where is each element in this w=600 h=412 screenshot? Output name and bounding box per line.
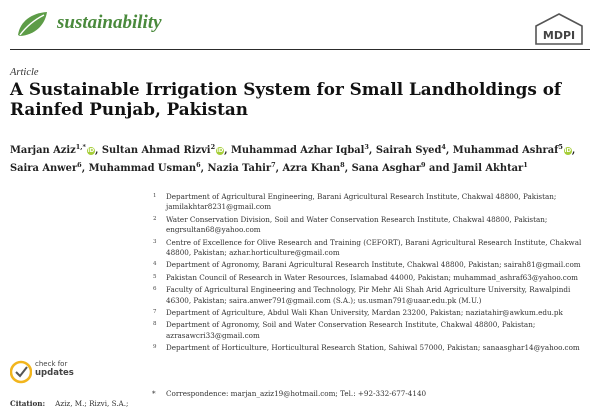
affiliation-number: 3	[153, 238, 157, 245]
author-affiliation-marker: 1	[523, 161, 528, 169]
author-name[interactable]: Sairah Syed$^4$	[375, 143, 446, 156]
affiliation-number: 2	[153, 215, 157, 222]
author-name[interactable]: Muhammad Usman$^6$	[88, 161, 201, 174]
publisher-name: MDPI	[542, 29, 576, 42]
affiliation-item	[152, 285, 592, 306]
author-name[interactable]: Azra Khan$^8$	[282, 161, 345, 174]
correspondence	[152, 389, 592, 399]
affiliation-text: Water Conservation Division, Soil and Water Conservation Research Institute, Chakwal 48800, Pakistan; engrsultan68@yahoo.com	[166, 214, 548, 235]
author-name[interactable]: Marjan Aziz$^{1,*}$ iD	[10, 143, 95, 156]
affiliation-number: 4	[153, 261, 157, 268]
author-affiliation-marker: 6	[77, 161, 82, 169]
affiliation-item	[152, 238, 592, 259]
leaf-icon	[14, 9, 50, 39]
affiliation-number: 8	[153, 321, 157, 328]
correspondence-marker: *	[152, 389, 156, 398]
author-affiliation-marker: 3	[364, 143, 369, 151]
affiliation-text: Faculty of Agricultural Engineering and Technology, Pir Mehr Ali Shah Arid Agriculture University, Rawalpindi 46300, Pakistan; saira.anwer791@gmail.com (S.A.); us.usman791@uaar.edu.pk (M.U.)	[166, 285, 571, 305]
author-name[interactable]: Sana Asghar$^9$	[351, 161, 426, 174]
author-name[interactable]: Muhammad Azhar Iqbal$^3$	[230, 143, 369, 156]
affiliation-number: 7	[153, 309, 157, 316]
correspondence-text: Correspondence: marjan_aziz19@hotmail.com; Tel.: +92-332-677-4140	[166, 389, 427, 398]
affiliation-item	[152, 343, 592, 353]
author-affiliation-marker: 1,*	[75, 143, 86, 151]
check-for-updates-badge[interactable]	[10, 358, 74, 388]
author-affiliation-marker: 2	[210, 143, 216, 151]
author-affiliation-marker: 9	[421, 161, 426, 169]
author-name[interactable]: Sultan Ahmad Rizvi$^2$ iD	[101, 143, 224, 156]
affiliation-item	[152, 273, 592, 283]
affiliation-list	[152, 192, 592, 356]
affiliation-item	[152, 215, 592, 236]
check-for-updates-text: check for updates	[35, 360, 74, 378]
author-affiliation-marker: 5	[558, 143, 563, 151]
citation-label: Citation:	[10, 399, 46, 408]
article-type: Article	[10, 67, 39, 78]
affiliation-text: Department of Agricultural Engineering, Barani Agricultural Research Institute, Chakwal 48800, Pakistan; jamilakhtar8231@gmail.com	[166, 192, 557, 212]
affiliation-text: Centre of Excellence for Olive Research and Training (CEFORT), Barani Agricultural Research Institute, Chakwal 48800, Pakistan; azhar.horticulture@gmail.com	[166, 237, 582, 258]
affiliation-text: Department of Horticulture, Horticultural Research Station, Sahiwal 57000, Pakistan; sanaasghar14@yahoo.com	[166, 343, 580, 353]
author-name[interactable]: Muhammad Ashraf$^5$ iD	[452, 143, 572, 156]
affiliation-number: 9	[153, 344, 157, 351]
affiliation-number: 5	[153, 273, 157, 280]
affiliation-text: Pakistan Council of Research in Water Resources, Islamabad 44000, Pakistan; muhammad_ashraf63@yahoo.com	[166, 272, 578, 282]
orcid-icon[interactable]: iD	[87, 148, 95, 154]
citation-line	[10, 399, 128, 408]
author-affiliation-marker: 6	[196, 161, 201, 169]
orcid-icon[interactable]: iD	[564, 148, 572, 154]
author-list: Marjan Aziz$^{1,*}$ iD, Sultan Ahmad Rizvi$^2$ iD, Muhammad Azhar Iqbal$^3$, Sairah Syed$^4$, Muhammad Ashraf$^5$ iD, Saira Anwer$^6$, Muhammad Usman$^6$, Nazia Tahir$^7$, Azra Khan$^8$, Sana Asghar$^9$ and Jamil Akhtar$^1$	[10, 143, 576, 174]
article-title: A Sustainable Irrigation System for Small Landholdings of Rainfed Punjab, Pakistan	[10, 79, 562, 119]
author-affiliation-marker: 4	[441, 143, 446, 151]
affiliation-text: Department of Agronomy, Barani Agricultural Research Institute, Chakwal 48800, Pakistan; sairah81@gmail.com	[166, 260, 581, 270]
author-name[interactable]: Nazia Tahir$^7$	[207, 161, 276, 174]
check-for-updates-icon	[10, 360, 32, 384]
author-affiliation-marker: 8	[340, 161, 345, 169]
affiliation-text: Department of Agriculture, Abdul Wali Khan University, Mardan 23200, Pakistan; naziatahir@awkum.edu.pk	[166, 308, 563, 318]
header-divider	[10, 49, 590, 50]
orcid-icon[interactable]: iD	[216, 148, 224, 154]
affiliation-text: Department of Agronomy, Soil and Water Conservation Research Institute, Chakwal 48800, Pakistan; azrasawcri33@gmail.com	[166, 320, 536, 340]
affiliation-item	[152, 320, 592, 341]
affiliation-item	[152, 308, 592, 318]
affiliation-number: 6	[153, 286, 157, 293]
affiliation-number: 1	[153, 193, 157, 199]
author-name[interactable]: Jamil Akhtar$^1$	[452, 161, 528, 174]
affiliation-item	[152, 260, 592, 270]
author-affiliation-marker: 7	[271, 161, 276, 169]
mdpi-logo[interactable]	[534, 13, 584, 45]
journal-name[interactable]: sustainability	[57, 12, 162, 33]
author-name[interactable]: Saira Anwer$^6$	[10, 161, 82, 174]
affiliation-item	[152, 192, 592, 213]
citation-text: Aziz, M.; Rizvi, S.A.;	[55, 399, 129, 408]
